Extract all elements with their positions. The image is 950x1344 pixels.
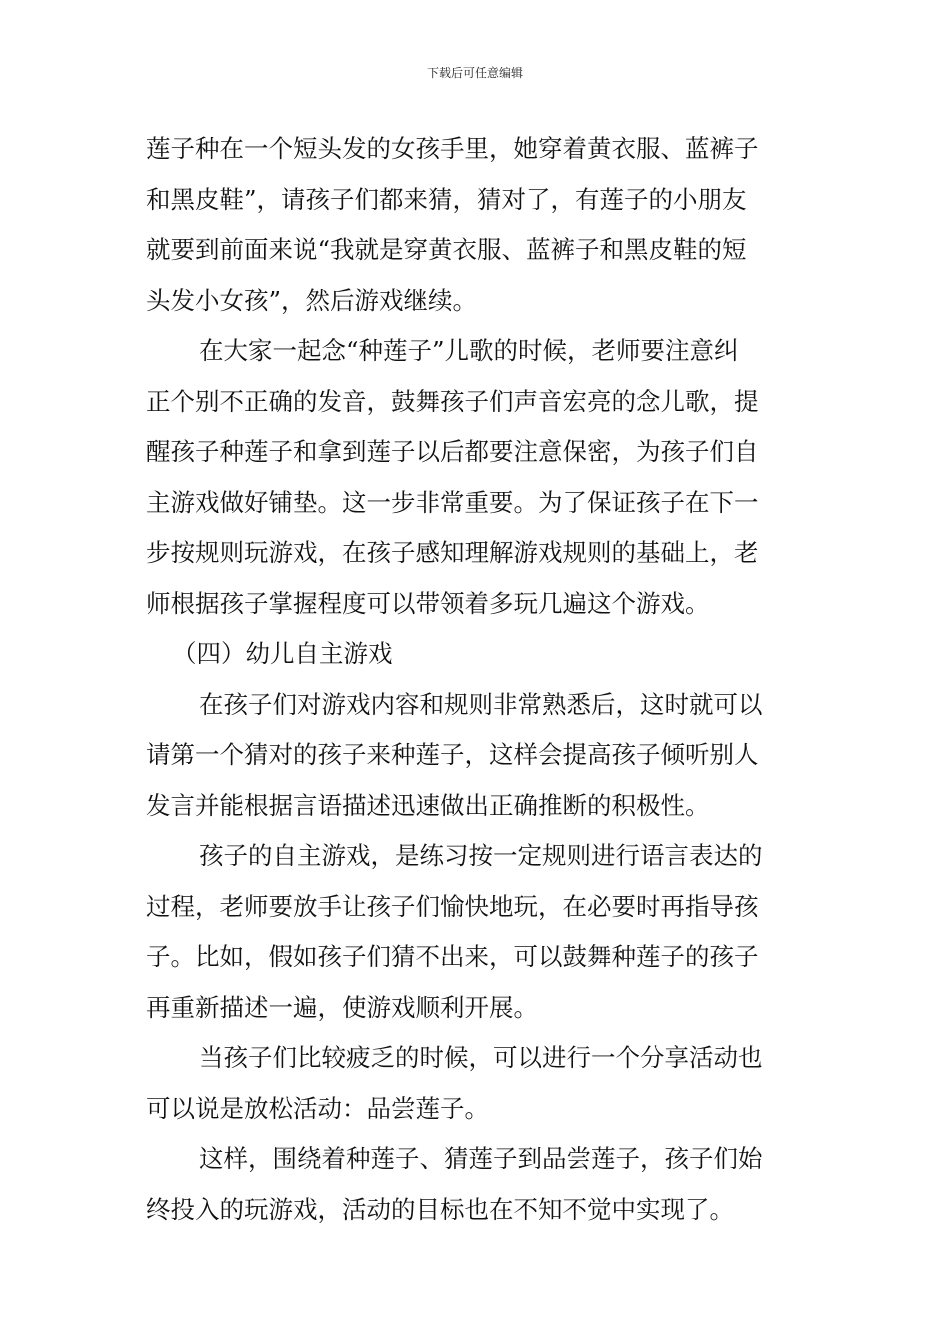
text-line: 步按规则玩游戏，在孩子感知理解游戏规则的基础上，老: [146, 538, 759, 567]
text-line: 就要到前面来说“我就是穿黄衣服、蓝裤子和黑皮鞋的短: [146, 235, 747, 264]
text-line: 莲子种在一个短头发的女孩手里，她穿着黄衣服、蓝裤子: [146, 134, 759, 163]
paragraph-first-line: 这样，围绕着种莲子、猜莲子到品尝莲子，孩子们始: [199, 1144, 763, 1173]
paragraph-first-line: 当孩子们比较疲乏的时候，可以进行一个分享活动也: [199, 1043, 763, 1072]
text-line: 醒孩子种莲子和拿到莲子以后都要注意保密，为孩子们自: [146, 437, 759, 466]
text-line: 师根据孩子掌握程度可以带领着多玩几遍这个游戏。: [146, 588, 710, 618]
text-line: 终投入的玩游戏，活动的目标也在不知不觉中实现了。: [146, 1194, 734, 1224]
text-line: 再重新描述一遍，使游戏顺利开展。: [146, 992, 538, 1022]
text-line: 主游戏做好铺垫。这一步非常重要。为了保证孩子在下一: [146, 487, 759, 517]
paragraph-first-line: 孩子的自主游戏，是练习按一定规则进行语言表达的: [199, 841, 763, 870]
text-line: 头发小女孩”，然后游戏继续。: [146, 285, 478, 315]
paragraph-first-line: 在大家一起念“种莲子”儿歌的时候，老师要注意纠: [199, 336, 739, 365]
text-line: 和黑皮鞋”，请孩子们都来猜，猜对了，有莲子的小朋友: [146, 184, 747, 214]
page-header-note: 下载后可任意编辑: [426, 66, 523, 80]
paragraph-first-line: 在孩子们对游戏内容和规则非常熟悉后，这时就可以: [199, 689, 763, 719]
text-line: 过程，老师要放手让孩子们愉快地玩，在必要时再指导孩: [146, 891, 759, 921]
text-line: 正个别不正确的发音，鼓舞孩子们声音宏亮的念儿歌，提: [146, 386, 759, 416]
text-line: 请第一个猜对的孩子来种莲子，这样会提高孩子倾听别人: [146, 740, 759, 769]
text-line: 发言并能根据言语描述迅速做出正确推断的积极性。: [146, 790, 710, 820]
text-line: 可以说是放松活动：品尝莲子。: [146, 1093, 489, 1123]
text-line: 子。比如，假如孩子们猜不出来，可以鼓舞种莲子的孩子: [146, 942, 759, 971]
section-heading: （四）幼儿自主游戏: [172, 639, 393, 668]
document-body: [146, 124, 806, 1235]
